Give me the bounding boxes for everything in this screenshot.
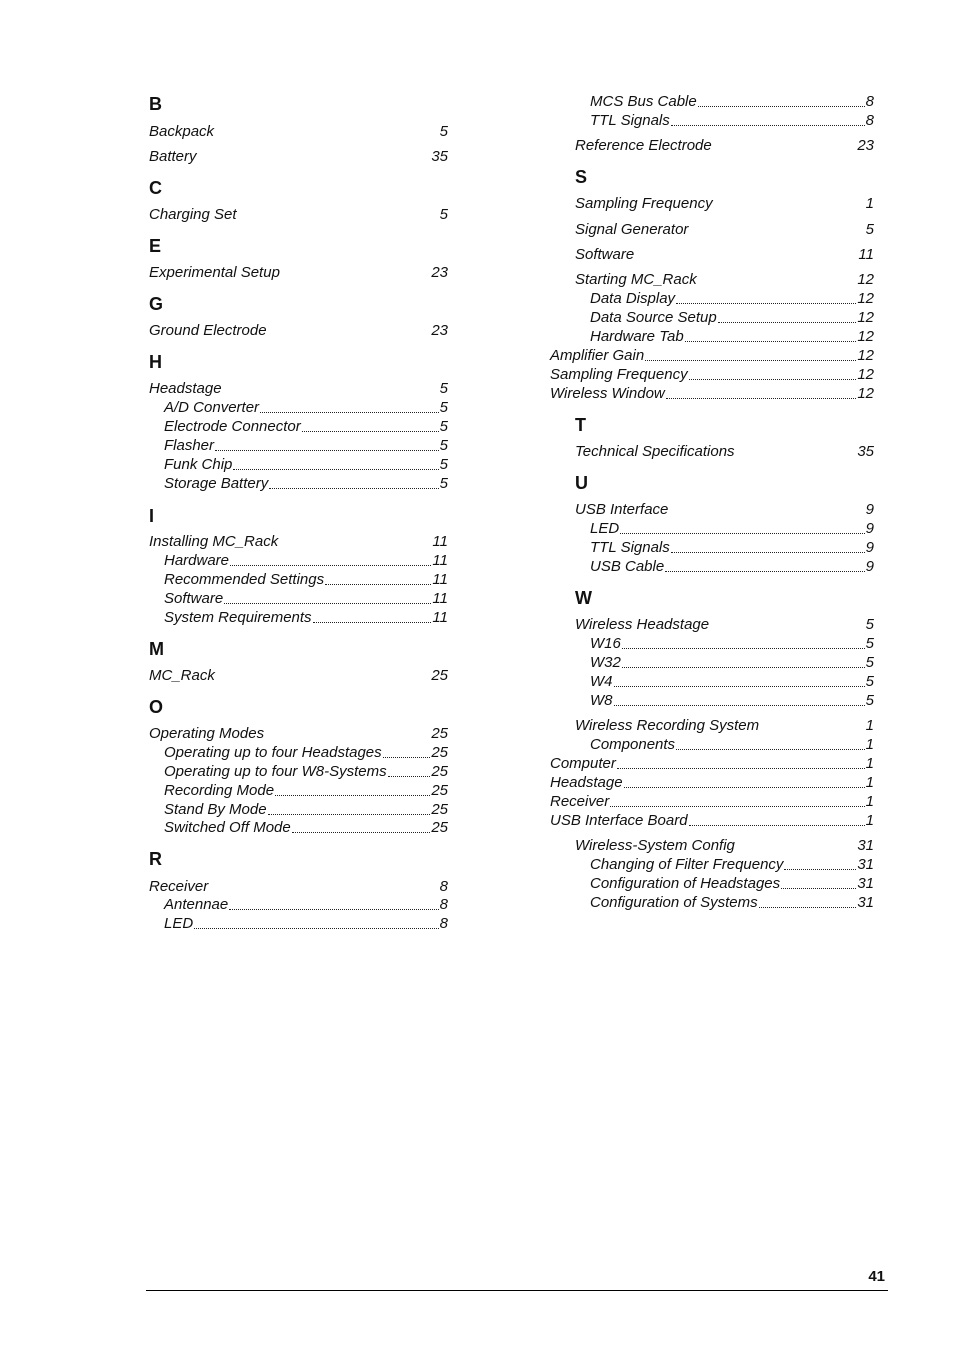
entry-label: USB Interface	[575, 501, 669, 518]
entry-page: 11	[432, 533, 448, 550]
index-letter-h: H	[149, 352, 162, 372]
entry-label: W16	[590, 635, 621, 652]
entry-page: 1	[865, 774, 874, 791]
entry-page: 8	[439, 896, 448, 913]
index-entry-experimental-setup	[149, 263, 448, 282]
entry-label: System Requirements	[164, 609, 312, 626]
index-subentry	[164, 570, 448, 589]
entry-label: Configuration of Headstages	[590, 875, 781, 892]
entry-page: 5	[865, 616, 874, 633]
entry-label: W8	[590, 692, 613, 709]
entry-label: A/D Converter	[164, 399, 260, 416]
index-subentry	[590, 327, 874, 346]
entry-page: 25	[431, 819, 448, 836]
entry-page: 25	[431, 801, 448, 818]
index-entry-ground-electrode	[149, 321, 448, 340]
entry-label: W4	[590, 673, 613, 690]
index-subentry	[590, 519, 874, 538]
index-entry-sampling-frequency	[575, 194, 874, 213]
entry-label: MC_Rack	[149, 667, 215, 684]
index-subentry	[590, 92, 874, 111]
entry-page: 25	[431, 782, 448, 799]
index-subentry	[550, 384, 874, 403]
index-subentry	[550, 792, 874, 811]
index-subentry	[164, 551, 448, 570]
entry-page: 11	[432, 590, 448, 607]
entry-label: Changing of Filter Frequency	[590, 856, 784, 873]
index-subentry	[164, 800, 448, 819]
index-subentry	[590, 308, 874, 327]
entry-page: 11	[432, 609, 448, 626]
index-letter-c: C	[149, 178, 162, 198]
index-subentry	[590, 874, 874, 893]
index-entry-backpack	[149, 122, 448, 141]
index-entry-wireless-system-config	[575, 836, 874, 855]
entry-label: USB Cable	[590, 558, 665, 575]
entry-label: Headstage	[149, 380, 222, 397]
entry-label: Recording Mode	[164, 782, 275, 799]
entry-label: Configuration of Systems	[590, 894, 758, 911]
entry-label: Stand By Mode	[164, 801, 267, 818]
entry-label: Wireless Window	[550, 385, 665, 402]
index-entry-signal-generator	[575, 220, 874, 239]
entry-label: TTL Signals	[590, 539, 670, 556]
entry-page: 5	[439, 418, 448, 435]
entry-label: Storage Battery	[164, 475, 269, 492]
entry-page: 1	[865, 736, 874, 753]
entry-label: Operating up to four W8-Systems	[164, 763, 387, 780]
entry-page: 31	[857, 856, 874, 873]
entry-page: 5	[439, 399, 448, 416]
index-subentry	[590, 111, 874, 130]
entry-page: 1	[865, 755, 874, 772]
index-letter-r: R	[149, 849, 162, 869]
index-subentry	[164, 743, 448, 762]
entry-label: Wireless Headstage	[575, 616, 710, 633]
index-entry-receiver	[149, 877, 448, 896]
index-subentry	[164, 762, 448, 781]
entry-page: 8	[865, 93, 874, 110]
index-subentry	[590, 653, 874, 672]
entry-page: 1	[865, 717, 874, 734]
entry-label: Installing MC_Rack	[149, 533, 279, 550]
entry-page: 35	[857, 443, 874, 460]
entry-page: 23	[431, 322, 448, 339]
entry-label: Experimental Setup	[149, 264, 280, 281]
entry-label: Hardware Tab	[590, 328, 684, 345]
index-subentry	[550, 346, 874, 365]
entry-label: Antennae	[164, 896, 229, 913]
index-subentry	[590, 672, 874, 691]
index-subentry	[590, 691, 874, 710]
index-letter-o: O	[149, 697, 164, 717]
entry-label: Battery	[149, 148, 197, 165]
entry-page: 5	[865, 221, 874, 238]
index-subentry	[590, 538, 874, 557]
entry-page: 23	[431, 264, 448, 281]
entry-page: 25	[431, 725, 448, 742]
entry-label: Hardware	[164, 552, 230, 569]
entry-page: 23	[857, 137, 874, 154]
index-subentry	[164, 417, 448, 436]
index-entry-installing	[149, 532, 448, 551]
index-subentry	[164, 781, 448, 800]
entry-label: Sampling Frequency	[550, 366, 688, 383]
entry-label: Ground Electrode	[149, 322, 267, 339]
index-entry-operating-modes	[149, 724, 448, 743]
entry-label: Sampling Frequency	[575, 195, 713, 212]
entry-page: 11	[432, 571, 448, 588]
entry-page: 5	[865, 635, 874, 652]
entry-label: Data Source Setup	[590, 309, 717, 326]
index-subentry	[164, 818, 448, 837]
index-subentry	[164, 436, 448, 455]
index-entry-technical-specifications	[575, 442, 874, 461]
entry-page: 12	[857, 366, 874, 383]
index-subentry	[550, 754, 874, 773]
index-subentry	[590, 893, 874, 912]
entry-page: 5	[439, 475, 448, 492]
entry-label: Recommended Settings	[164, 571, 325, 588]
entry-page: 31	[857, 894, 874, 911]
entry-label: Components	[590, 736, 676, 753]
index-entry-battery	[149, 147, 448, 166]
entry-page: 31	[857, 837, 874, 854]
page-number: 41	[868, 1268, 885, 1285]
entry-page: 9	[865, 520, 874, 537]
entry-label: MCS Bus Cable	[590, 93, 697, 110]
index-subentry	[164, 914, 448, 933]
index-entry-wireless-recording-system	[575, 716, 874, 735]
entry-page: 25	[431, 667, 448, 684]
entry-page: 35	[431, 148, 448, 165]
entry-page: 9	[865, 539, 874, 556]
entry-label: Software	[164, 590, 224, 607]
index-entry-usb-interface	[575, 500, 874, 519]
index-entry-reference-electrode	[575, 136, 874, 155]
index-subentry	[164, 608, 448, 627]
entry-label: USB Interface Board	[550, 812, 688, 829]
index-subentry	[590, 557, 874, 576]
entry-page: 5	[865, 654, 874, 671]
entry-label: Computer	[550, 755, 616, 772]
index-entry-software	[575, 245, 874, 264]
entry-label: Headstage	[550, 774, 623, 791]
entry-page: 12	[857, 309, 874, 326]
index-entry-headstage	[149, 379, 448, 398]
index-letter-b: B	[149, 94, 162, 114]
entry-page: 12	[857, 347, 874, 364]
entry-page: 12	[857, 328, 874, 345]
entry-page: 8	[865, 112, 874, 129]
index-entry-mc-rack	[149, 666, 448, 685]
index-letter-e: E	[149, 236, 162, 256]
entry-label: Amplifier Gain	[550, 347, 645, 364]
index-entry-wireless-headstage	[575, 615, 874, 634]
index-subentry	[164, 455, 448, 474]
entry-label: W32	[590, 654, 621, 671]
index-subentry	[590, 634, 874, 653]
index-letter-w: W	[575, 588, 592, 608]
entry-label: Charging Set	[149, 206, 237, 223]
index-subentry	[590, 735, 874, 754]
entry-page: 11	[432, 552, 448, 569]
index-subentry	[164, 398, 448, 417]
entry-page: 5	[439, 380, 448, 397]
entry-page: 11	[858, 246, 874, 263]
entry-label: Signal Generator	[575, 221, 689, 238]
entry-page: 12	[857, 290, 874, 307]
index-subentry	[590, 289, 874, 308]
entry-label: Backpack	[149, 123, 215, 140]
index-letter-g: G	[149, 294, 164, 314]
entry-page: 8	[439, 878, 448, 895]
entry-page: 5	[439, 456, 448, 473]
entry-label: Operating up to four Headstages	[164, 744, 382, 761]
entry-label: LED	[164, 915, 194, 932]
entry-label: TTL Signals	[590, 112, 670, 129]
entry-label: Starting MC_Rack	[575, 271, 697, 288]
index-subentry	[164, 474, 448, 493]
entry-page: 31	[857, 875, 874, 892]
index-letter-u: U	[575, 473, 588, 493]
entry-page: 12	[857, 385, 874, 402]
entry-label: Technical Specifications	[575, 443, 735, 460]
entry-label: Receiver	[149, 878, 209, 895]
entry-label: Operating Modes	[149, 725, 265, 742]
index-subentry	[550, 811, 874, 830]
entry-page: 5	[439, 206, 448, 223]
index-subentry	[550, 773, 874, 792]
entry-page: 5	[439, 123, 448, 140]
entry-page: 8	[439, 915, 448, 932]
entry-label: Switched Off Mode	[164, 819, 291, 836]
entry-page: 9	[865, 501, 874, 518]
index-letter-s: S	[575, 167, 588, 187]
entry-page: 25	[431, 763, 448, 780]
index-subentry	[164, 895, 448, 914]
entry-label: Flasher	[164, 437, 215, 454]
index-subentry	[164, 589, 448, 608]
entry-page: 1	[865, 195, 874, 212]
index-subentry	[590, 855, 874, 874]
footer-divider	[146, 1290, 888, 1291]
entry-label: Data Display	[590, 290, 676, 307]
entry-page: 12	[857, 271, 874, 288]
entry-page: 1	[865, 793, 874, 810]
entry-page: 5	[439, 437, 448, 454]
entry-page: 25	[431, 744, 448, 761]
index-letter-m: M	[149, 639, 164, 659]
entry-label: Wireless Recording System	[575, 717, 760, 734]
entry-page: 5	[865, 673, 874, 690]
entry-page: 9	[865, 558, 874, 575]
entry-label: Electrode Connector	[164, 418, 301, 435]
index-letter-t: T	[575, 415, 586, 435]
entry-label: Wireless-System Config	[575, 837, 735, 854]
entry-page: 5	[865, 692, 874, 709]
entry-label: Software	[575, 246, 635, 263]
index-entry-starting-mc-rack	[575, 270, 874, 289]
entry-page: 1	[865, 812, 874, 829]
entry-label: Receiver	[550, 793, 610, 810]
entry-label: Funk Chip	[164, 456, 233, 473]
entry-label: Reference Electrode	[575, 137, 712, 154]
index-subentry	[550, 365, 874, 384]
entry-label: LED	[590, 520, 620, 537]
index-letter-i: I	[149, 506, 155, 526]
index-entry-charging-set	[149, 205, 448, 224]
